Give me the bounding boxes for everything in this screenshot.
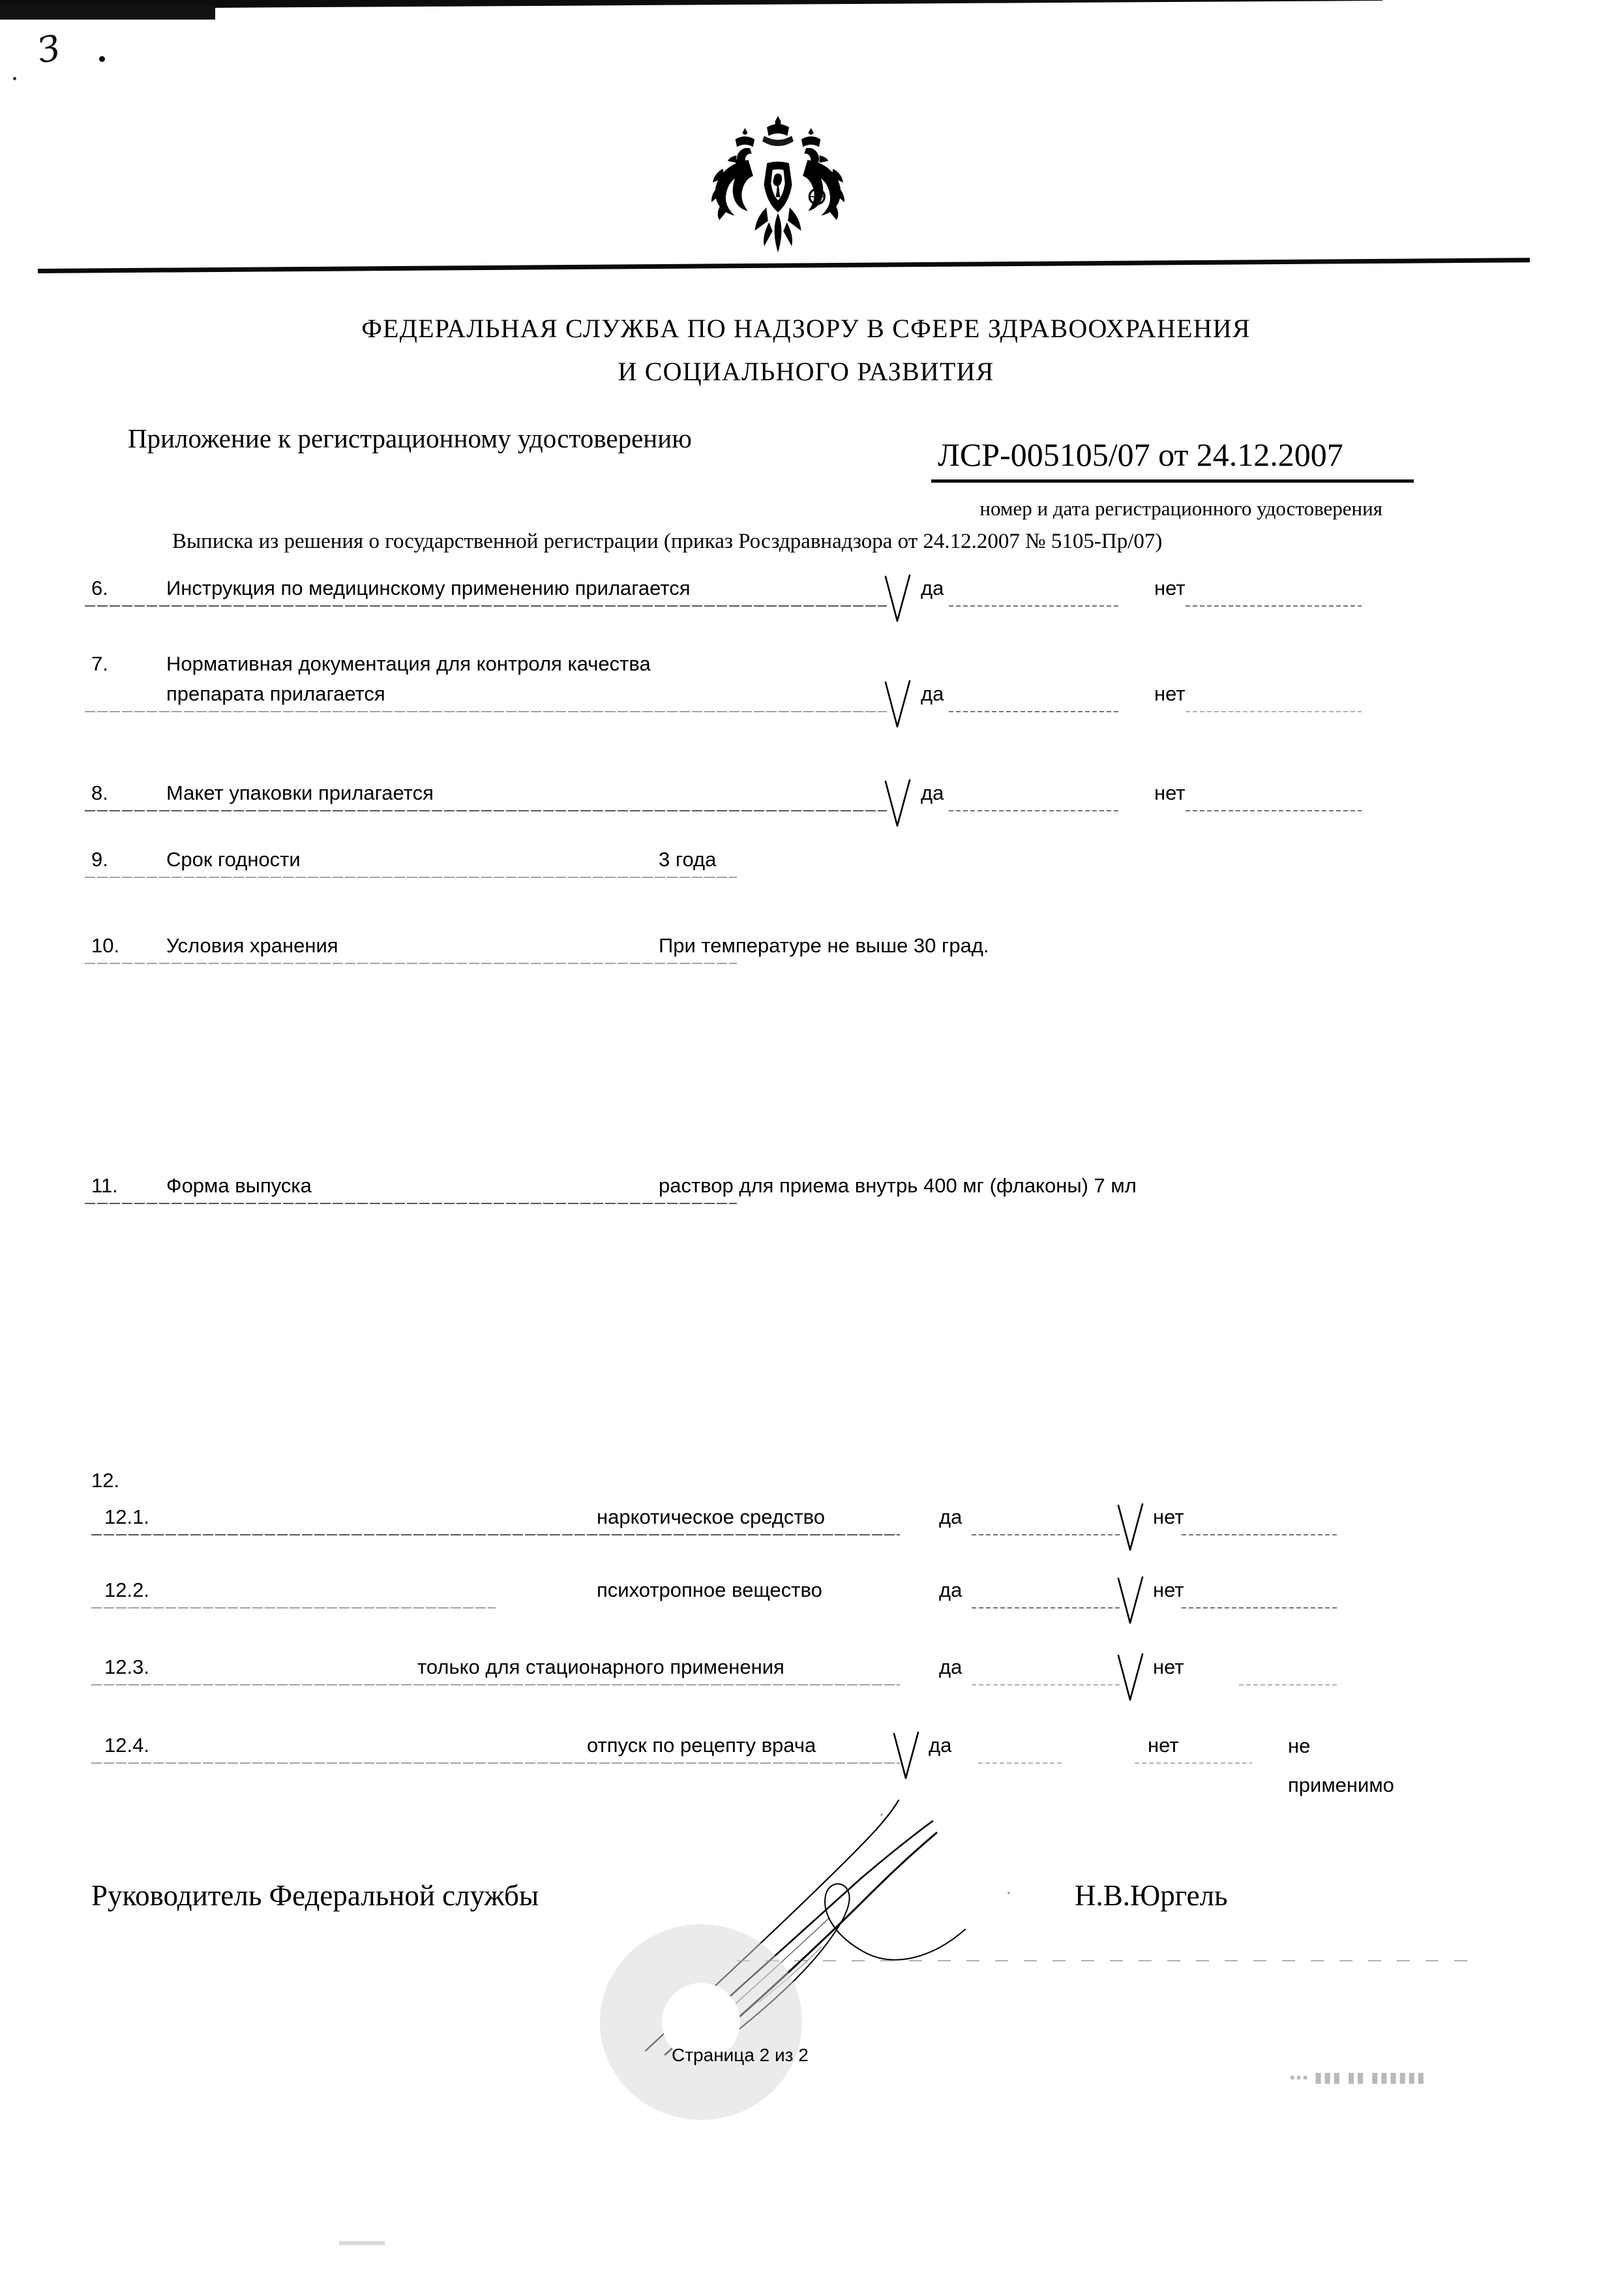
agency-name-line-2: И СОЦИАЛЬНОГО РАЗВИТИЯ bbox=[618, 357, 994, 386]
item-9-rule bbox=[85, 877, 737, 878]
item-12-4-checkmark-yes-icon[interactable] bbox=[892, 1731, 922, 1787]
item-8-rule bbox=[85, 810, 887, 811]
signature-line bbox=[737, 1960, 1467, 1961]
item-8-number: 8. bbox=[91, 781, 108, 804]
item-6-label: Инструкция по медицинскому применению прилагается bbox=[166, 577, 691, 599]
extract-statement: Выписка из решения о государственной регистрации (приказ Росздравнадзора от 24.12.2007 № 5105-Пр/07) bbox=[172, 530, 1163, 553]
item-10-number: 10. bbox=[91, 934, 120, 957]
registration-number-caption: номер и дата регистрационного удостоверения bbox=[979, 497, 1382, 520]
header-divider bbox=[38, 258, 1530, 273]
item-12-1-number: 12.1. bbox=[104, 1505, 149, 1528]
scan-speck bbox=[880, 1813, 883, 1816]
item-12-2-yes-rule bbox=[972, 1607, 1122, 1609]
item-7-label-line-1: Нормативная документация для контроля качества bbox=[166, 652, 651, 675]
item-12-3-number: 12.3. bbox=[104, 1655, 149, 1678]
item-7-checkmark-yes-icon[interactable] bbox=[884, 680, 914, 736]
item-12-3-option-no[interactable]: нет bbox=[1153, 1655, 1184, 1678]
item-12-4-rule bbox=[91, 1762, 900, 1764]
item-12-4-no-rule bbox=[1135, 1762, 1252, 1764]
item-8-checkmark-yes-icon[interactable] bbox=[884, 779, 914, 835]
signature-title: Руководитель Федеральной службы bbox=[91, 1879, 539, 1912]
item-12-4-option-yes[interactable]: да bbox=[929, 1734, 952, 1757]
item-12-3-yes-rule bbox=[972, 1684, 1122, 1685]
page-number-footer: Страница 2 из 2 bbox=[672, 2045, 809, 2065]
item-12-4-option-not-applicable-line-1[interactable]: не bbox=[1288, 1734, 1311, 1757]
item-6-rule bbox=[85, 605, 887, 607]
item-6-option-no[interactable]: нет bbox=[1154, 577, 1186, 599]
item-7-number: 7. bbox=[91, 652, 108, 675]
item-12-2-no-rule bbox=[1182, 1607, 1338, 1609]
registration-number: ЛСР-005105/07 от 24.12.2007 bbox=[938, 436, 1343, 473]
item-12-4-yes-rule bbox=[978, 1762, 1063, 1764]
item-7-option-yes[interactable]: да bbox=[921, 682, 944, 705]
russian-coat-of-arms-icon bbox=[703, 110, 853, 260]
item-6-yes-rule bbox=[949, 605, 1118, 607]
handwritten-page-mark: З bbox=[34, 27, 63, 72]
item-7-yes-rule bbox=[949, 711, 1118, 712]
item-8-label: Макет упаковки прилагается bbox=[166, 781, 434, 804]
item-11-label: Форма выпуска bbox=[166, 1174, 312, 1197]
item-8-option-no[interactable]: нет bbox=[1154, 781, 1186, 804]
scan-edge-artifact-corner bbox=[0, 5, 215, 20]
item-12-3-no-rule bbox=[1239, 1684, 1337, 1685]
item-12-2-checkmark-no-icon[interactable] bbox=[1116, 1576, 1146, 1632]
item-9-label: Срок годности bbox=[166, 848, 301, 871]
item-12-3-rule bbox=[91, 1684, 900, 1685]
item-12-3-checkmark-no-icon[interactable] bbox=[1116, 1653, 1146, 1709]
item-11-number: 11. bbox=[91, 1174, 118, 1197]
scan-speck bbox=[1008, 1892, 1010, 1894]
item-12-1-label: наркотическое средство bbox=[597, 1505, 825, 1528]
item-7-rule bbox=[85, 711, 887, 712]
item-6-no-rule bbox=[1186, 605, 1362, 607]
item-9-number: 9. bbox=[91, 848, 108, 871]
item-12-1-option-no[interactable]: нет bbox=[1153, 1505, 1184, 1528]
item-11-value: раствор для приема внутрь 400 мг (флаконы) 7 мл bbox=[659, 1174, 1137, 1197]
handwritten-dot bbox=[99, 56, 105, 62]
item-12-2-number: 12.2. bbox=[104, 1578, 149, 1601]
item-11-rule bbox=[85, 1203, 737, 1204]
item-7-label-line-2: препарата прилагается bbox=[166, 682, 385, 705]
item-10-rule bbox=[85, 963, 737, 964]
appendix-title: Приложение к регистрационному удостоверению bbox=[128, 423, 692, 453]
item-12-1-no-rule bbox=[1182, 1534, 1338, 1535]
item-10-label: Условия хранения bbox=[166, 934, 338, 957]
item-12-4-option-no[interactable]: нет bbox=[1148, 1734, 1179, 1757]
item-12-2-option-yes[interactable]: да bbox=[939, 1578, 963, 1601]
item-12-4-option-not-applicable-line-2[interactable]: применимо bbox=[1288, 1774, 1394, 1796]
item-12-1-option-yes[interactable]: да bbox=[939, 1505, 963, 1528]
item-8-option-yes[interactable]: да bbox=[921, 781, 944, 804]
item-12-1-checkmark-no-icon[interactable] bbox=[1116, 1503, 1146, 1559]
scan-smudge bbox=[339, 2241, 385, 2245]
item-7-option-no[interactable]: нет bbox=[1154, 682, 1186, 705]
item-9-value: 3 года bbox=[659, 848, 717, 871]
item-8-yes-rule bbox=[949, 810, 1118, 811]
signatory-name: Н.В.Юргель bbox=[1075, 1879, 1228, 1912]
item-12-3-option-yes[interactable]: да bbox=[939, 1655, 963, 1678]
scan-speck bbox=[13, 77, 16, 80]
item-12-2-rule bbox=[91, 1607, 496, 1609]
item-6-option-yes[interactable]: да bbox=[921, 577, 944, 599]
faint-stamp-artifact: ▪▪▪ ▮▮▮ ▮▮ ▮▮▮▮▮▮ bbox=[1290, 2069, 1426, 2085]
item-12-3-label: только для стационарного применения bbox=[417, 1655, 784, 1678]
item-6-number: 6. bbox=[91, 577, 108, 599]
item-8-no-rule bbox=[1186, 810, 1362, 811]
item-12-4-label: отпуск по рецепту врача bbox=[587, 1734, 816, 1757]
section-12-number: 12. bbox=[91, 1469, 120, 1492]
item-12-1-yes-rule bbox=[972, 1534, 1122, 1535]
item-10-value: При температуре не выше 30 град. bbox=[659, 934, 989, 957]
agency-name-line-1: ФЕДЕРАЛЬНАЯ СЛУЖБА ПО НАДЗОРУ В СФЕРЕ ЗДРАВООХРАНЕНИЯ bbox=[361, 314, 1251, 343]
registration-number-underline bbox=[931, 479, 1414, 483]
item-12-4-number: 12.4. bbox=[104, 1734, 149, 1757]
item-6-checkmark-yes-icon[interactable] bbox=[884, 574, 914, 630]
item-12-2-option-no[interactable]: нет bbox=[1153, 1578, 1184, 1601]
item-12-1-rule bbox=[91, 1534, 900, 1535]
item-12-2-label: психотропное вещество bbox=[597, 1578, 822, 1601]
item-7-no-rule bbox=[1186, 711, 1362, 712]
